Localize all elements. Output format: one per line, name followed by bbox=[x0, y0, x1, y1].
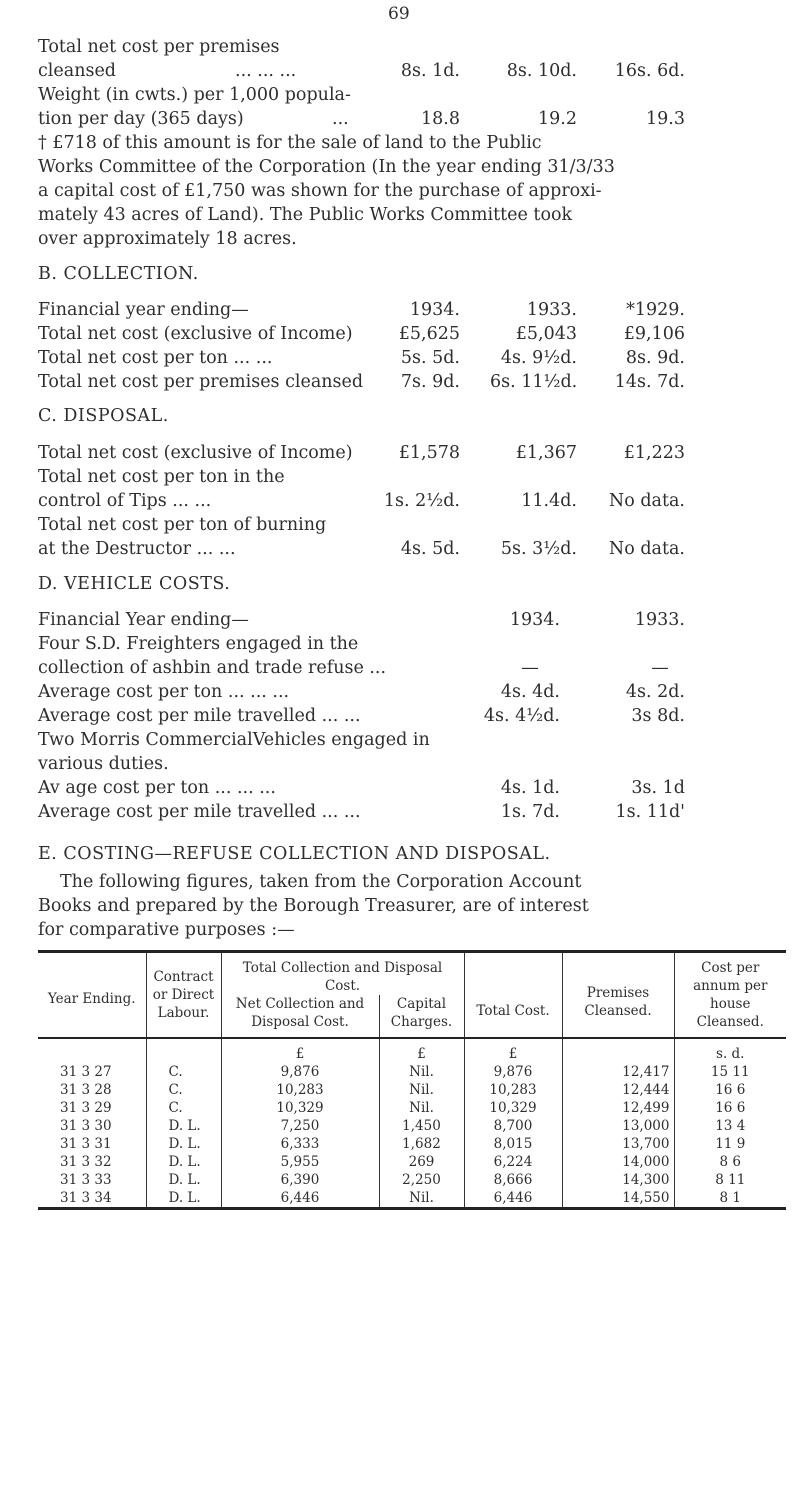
cell-premises: 12,417 bbox=[562, 1063, 674, 1081]
d-row-value: 4s. 4d. bbox=[500, 682, 560, 702]
costing-table bbox=[38, 950, 786, 1210]
section-b-heading: B. COLLECTION. bbox=[38, 264, 199, 284]
table-row bbox=[38, 1063, 786, 1081]
cell-labour: D. L. bbox=[146, 1189, 221, 1209]
b-row-label: Total net cost per ton ... ... bbox=[38, 348, 273, 368]
d-row-value: 3s. 1d bbox=[631, 778, 685, 798]
note-line-1: † £718 of this amount is for the sale of land to the Public bbox=[38, 133, 542, 153]
intro-row2-dots: ... bbox=[332, 109, 349, 129]
cell-premises: 14,550 bbox=[562, 1189, 674, 1209]
cell-net: 6,446 bbox=[221, 1189, 379, 1209]
d-row-value: 3s 8d. bbox=[631, 706, 685, 726]
c-row3-value: No data. bbox=[608, 539, 685, 559]
page-number: 69 bbox=[388, 4, 410, 24]
b-row-value: £9,106 bbox=[623, 324, 685, 344]
cell-premises: 13,000 bbox=[562, 1117, 674, 1135]
cell-cost: 13 4 bbox=[674, 1117, 786, 1135]
c-row1-value: £1,367 bbox=[515, 443, 577, 463]
cell-cost: 8 6 bbox=[674, 1153, 786, 1171]
c-row2-value: 11.4d. bbox=[521, 491, 577, 511]
cell-year: 31 3 32 bbox=[60, 1154, 112, 1170]
header-year: Year Ending. bbox=[47, 991, 136, 1007]
d-row-label: Average cost per mile travelled ... ... bbox=[38, 802, 361, 822]
d-freighters-value: — bbox=[521, 658, 539, 678]
table-row bbox=[38, 1171, 786, 1189]
intro-row2-label-b: tion per day (365 days) bbox=[38, 109, 244, 129]
cell-total: 10,283 bbox=[464, 1081, 562, 1099]
section-d-heading: D. VEHICLE COSTS. bbox=[38, 574, 231, 594]
c-row1-value: £1,578 bbox=[398, 443, 460, 463]
unit-net: £ bbox=[221, 1038, 379, 1063]
unit-cost: s. d. bbox=[674, 1038, 786, 1063]
cell-labour: D. L. bbox=[146, 1171, 221, 1189]
cell-capital: Nil. bbox=[379, 1099, 464, 1117]
c-row3-label-b: at the Destructor ... ... bbox=[38, 539, 236, 559]
table-row bbox=[38, 1135, 786, 1153]
cell-capital: 1,682 bbox=[379, 1135, 464, 1153]
note-line-2: Works Committee of the Corporation (In the year ending 31/3/33 bbox=[38, 157, 615, 177]
cell-year: 31 3 30 bbox=[60, 1118, 112, 1134]
table-row bbox=[38, 1153, 786, 1171]
table-row bbox=[38, 1189, 786, 1209]
table-row bbox=[38, 1117, 786, 1135]
intro-row1-label-a: Total net cost per premises bbox=[38, 37, 280, 57]
cell-net: 10,329 bbox=[221, 1099, 379, 1117]
cell-year: 31 3 34 bbox=[60, 1190, 112, 1206]
cell-total: 8,700 bbox=[464, 1117, 562, 1135]
d-row-label: Average cost per ton ... ... ... bbox=[38, 682, 290, 702]
d-freighters-b: collection of ashbin and trade refuse ... bbox=[38, 658, 387, 678]
cell-labour: D. L. bbox=[146, 1153, 221, 1171]
cell-cost: 8 1 bbox=[674, 1189, 786, 1209]
intro-row1-dots: ... ... ... bbox=[235, 61, 297, 81]
intro-row2-value-1929: 19.3 bbox=[646, 109, 685, 129]
cell-labour: C. bbox=[146, 1081, 221, 1099]
cell-year: 31 3 29 bbox=[60, 1100, 112, 1116]
cell-year: 31 3 27 bbox=[60, 1064, 112, 1080]
cell-net: 7,250 bbox=[221, 1117, 379, 1135]
e-intro-line: The following figures, taken from the Corporation Account bbox=[60, 872, 582, 892]
b-row-label: Total net cost (exclusive of Income) bbox=[38, 324, 353, 344]
table-row bbox=[38, 1099, 786, 1117]
cell-cost: 8 11 bbox=[674, 1171, 786, 1189]
b-row-value: 8s. 9d. bbox=[625, 348, 685, 368]
d-row-label: Average cost per mile travelled ... ... bbox=[38, 706, 361, 726]
b-row-value: *1929. bbox=[626, 300, 685, 320]
cell-premises: 12,444 bbox=[562, 1081, 674, 1099]
intro-row2-label-a: Weight (in cwts.) per 1,000 popula- bbox=[38, 85, 351, 105]
cell-total: 10,329 bbox=[464, 1099, 562, 1117]
b-row-value: 1933. bbox=[526, 300, 577, 320]
header-cost-per: Cost per annum per house Cleansed. bbox=[674, 952, 786, 1039]
cell-labour: D. L. bbox=[146, 1135, 221, 1153]
intro-row1-label-b: cleansed bbox=[38, 61, 116, 81]
cell-capital: Nil. bbox=[379, 1081, 464, 1099]
cell-premises: 14,300 bbox=[562, 1171, 674, 1189]
cell-cost: 11 9 bbox=[674, 1135, 786, 1153]
b-row-value: 6s. 11½d. bbox=[490, 372, 578, 392]
c-row3-value: 5s. 3½d. bbox=[500, 539, 577, 559]
header-total-cost: Total Cost. bbox=[464, 952, 562, 1039]
section-c-heading: C. DISPOSAL. bbox=[38, 406, 169, 426]
b-row-value: 1934. bbox=[409, 300, 460, 320]
c-row3-label-a: Total net cost per ton of burning bbox=[38, 515, 327, 535]
header-total-collection: Total Collection and Disposal Cost. bbox=[221, 952, 464, 996]
cell-net: 9,876 bbox=[221, 1063, 379, 1081]
section-e-heading: E. COSTING—REFUSE COLLECTION AND DISPOSAL. bbox=[38, 844, 551, 864]
b-row-value: 4s. 9½d. bbox=[500, 348, 577, 368]
d-morris-b: various duties. bbox=[38, 754, 169, 774]
cell-capital: 269 bbox=[379, 1153, 464, 1171]
note-line-5: over approximately 18 acres. bbox=[38, 229, 297, 249]
cell-net: 6,390 bbox=[221, 1171, 379, 1189]
cell-premises: 12,499 bbox=[562, 1099, 674, 1117]
cell-premises: 14,000 bbox=[562, 1153, 674, 1171]
c-row2-value: No data. bbox=[608, 491, 685, 511]
b-row-value: 5s. 5d. bbox=[400, 348, 460, 368]
cell-cost: 15 11 bbox=[674, 1063, 786, 1081]
b-row-value: £5,625 bbox=[398, 324, 460, 344]
b-row-label: Financial year ending— bbox=[38, 300, 249, 320]
cell-labour: C. bbox=[146, 1099, 221, 1117]
e-intro-line: Books and prepared by the Borough Treasurer, are of interest bbox=[38, 896, 589, 916]
d-year: 1934. bbox=[509, 610, 560, 630]
d-row-value: 4s. 4½d. bbox=[483, 706, 560, 726]
unit-total: £ bbox=[464, 1038, 562, 1063]
d-freighters-a: Four S.D. Freighters engaged in the bbox=[38, 634, 359, 654]
c-row2-label-b: control of Tips ... ... bbox=[38, 491, 212, 511]
header-capital: Capital Charges. bbox=[379, 995, 464, 1038]
b-row-value: 14s. 7d. bbox=[614, 372, 685, 392]
header-contract: Contract or Direct Labour. bbox=[146, 952, 221, 1039]
note-line-4: mately 43 acres of Land). The Public Works Committee took bbox=[38, 205, 573, 225]
intro-row2-value-1934: 18.8 bbox=[421, 109, 460, 129]
c-row1-value: £1,223 bbox=[623, 443, 685, 463]
d-freighters-value: — bbox=[651, 658, 669, 678]
d-row-value: 4s. 1d. bbox=[500, 778, 560, 798]
c-row2-value: 1s. 2½d. bbox=[383, 491, 460, 511]
cell-premises: 13,700 bbox=[562, 1135, 674, 1153]
d-row-value: 1s. 7d. bbox=[500, 802, 560, 822]
cell-net: 6,333 bbox=[221, 1135, 379, 1153]
cell-total: 6,446 bbox=[464, 1189, 562, 1209]
b-row-value: 7s. 9d. bbox=[400, 372, 460, 392]
cell-year: 31 3 28 bbox=[60, 1082, 112, 1098]
intro-row1-value-1934: 8s. 1d. bbox=[400, 61, 460, 81]
table-row bbox=[38, 1081, 786, 1099]
cell-net: 5,955 bbox=[221, 1153, 379, 1171]
cell-total: 9,876 bbox=[464, 1063, 562, 1081]
cell-capital: 1,450 bbox=[379, 1117, 464, 1135]
c-row1-label: Total net cost (exclusive of Income) bbox=[38, 443, 353, 463]
intro-row1-value-1933: 8s. 10d. bbox=[506, 61, 577, 81]
d-year-label: Financial Year ending— bbox=[38, 610, 249, 630]
d-row-value: 4s. 2d. bbox=[625, 682, 685, 702]
header-premises: Premises Cleansed. bbox=[562, 952, 674, 1039]
cell-net: 10,283 bbox=[221, 1081, 379, 1099]
d-row-label: Av age cost per ton ... ... ... bbox=[38, 778, 276, 798]
d-year: 1933. bbox=[634, 610, 685, 630]
cell-total: 8,666 bbox=[464, 1171, 562, 1189]
header-net: Net Collection and Disposal Cost. bbox=[221, 995, 379, 1038]
b-row-label: Total net cost per premises cleansed bbox=[38, 372, 364, 392]
cell-capital: Nil. bbox=[379, 1063, 464, 1081]
cell-capital: 2,250 bbox=[379, 1171, 464, 1189]
c-row2-label-a: Total net cost per ton in the bbox=[38, 467, 285, 487]
cell-total: 6,224 bbox=[464, 1153, 562, 1171]
cell-year: 31 3 31 bbox=[60, 1136, 112, 1152]
cell-total: 8,015 bbox=[464, 1135, 562, 1153]
cell-labour: D. L. bbox=[146, 1117, 221, 1135]
b-row-value: £5,043 bbox=[515, 324, 577, 344]
d-morris-a: Two Morris CommercialVehicles engaged in bbox=[38, 730, 430, 750]
unit-capital: £ bbox=[379, 1038, 464, 1063]
cell-capital: Nil. bbox=[379, 1189, 464, 1209]
cell-labour: C. bbox=[146, 1063, 221, 1081]
cell-cost: 16 6 bbox=[674, 1099, 786, 1117]
e-intro-line: for comparative purposes :— bbox=[38, 920, 295, 940]
d-row-value: 1s. 11d' bbox=[615, 802, 685, 822]
c-row3-value: 4s. 5d. bbox=[400, 539, 460, 559]
intro-row1-value-1929: 16s. 6d. bbox=[614, 61, 685, 81]
cell-cost: 16 6 bbox=[674, 1081, 786, 1099]
intro-row2-value-1933: 19.2 bbox=[538, 109, 577, 129]
note-line-3: a capital cost of £1,750 was shown for the purchase of approxi- bbox=[38, 181, 602, 201]
cell-year: 31 3 33 bbox=[60, 1172, 112, 1188]
